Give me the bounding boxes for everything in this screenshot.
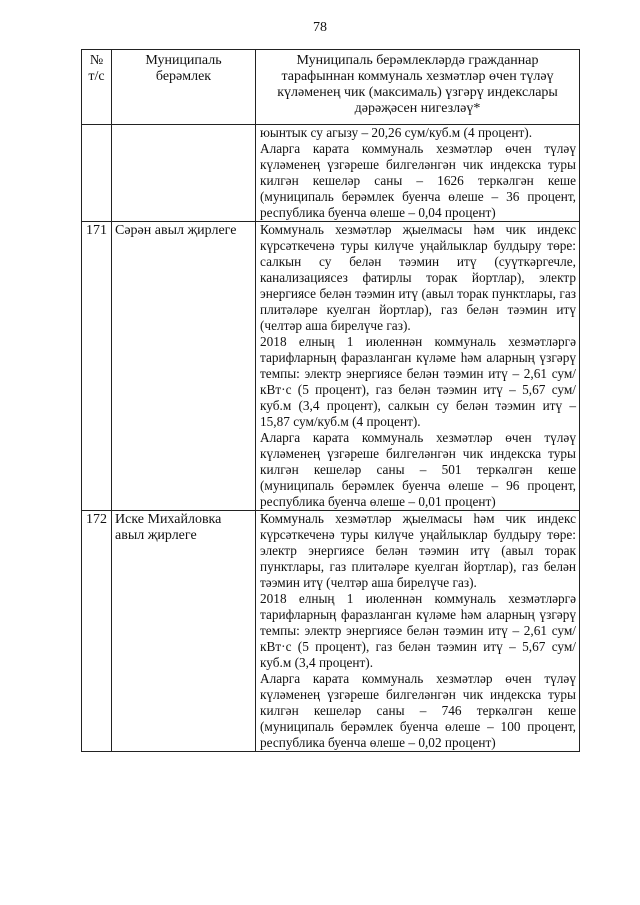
municipality-name: Сәрән авыл җирлеге xyxy=(112,222,256,511)
table-header-row xyxy=(82,50,580,125)
paragraph: 2018 елның 1 июленнән коммуналь хезмәтләргә тарифларның фаразланган күләме һәм аларның үзгәрү темпы: электр энергиясе белән тәэмин итү – 2,61 сум/кВт·с (5 процент), газ белән тәэмин итү – 5,67 сум/куб.м (3,4 процент). xyxy=(260,591,576,670)
paragraph: Коммуналь хезмәтләр җыелмасы һәм чик индекс күрсәткеченә туры килүче уңайлыклар булдыру төре: салкын су белән тәэмин итү (суүткәргечле, канализациясез фатирлы торак йортлар), электр энергиясе белән тәэмин итү (авыл торак пунктлары, газ плитәләре куелган йортлар), газ белән тәэмин итү (челтәр аша бирелүче газ). xyxy=(260,222,576,333)
row-description xyxy=(256,511,580,752)
header-municipality: Муниципаль берәмлек xyxy=(112,50,256,125)
row-number: 172 xyxy=(82,511,112,752)
header-description: Муниципаль берәмлекләрдә гражданнар тарафыннан коммуналь хезмәтләр өчен түләү күләменең чик (максималь) үзгәрү индекслары дәрәҗәсен нигезләү* xyxy=(256,50,580,125)
table-row xyxy=(82,222,580,511)
paragraph: юынтык су агызу – 20,26 сум/куб.м (4 процент). xyxy=(260,125,533,140)
continuation-row xyxy=(82,125,580,222)
row-description xyxy=(256,222,580,511)
header-num: № т/с xyxy=(82,50,112,125)
paragraph: Аларга карата коммуналь хезмәтләр өчен түләү күләменең үзгәреше билгеләнгән чик индекска туры килгән кешеләр саны – 746 теркәлгән кеше (муниципаль берәмлек буенча өлеше – 100 процент, республика буенча өлеше – 0,02 процент) xyxy=(260,671,576,750)
continuation-text xyxy=(256,125,580,222)
paragraph: Аларга карата коммуналь хезмәтләр өчен түләү күләменең үзгәреше билгеләнгән чик индекска туры килгән кешеләр саны – 1626 теркәлгән кеше (муниципаль берәмлек буенча өлеше – 36 процент, республика буенча өлеше – 0,04 процент) xyxy=(260,141,576,220)
paragraph: Аларга карата коммуналь хезмәтләр өчен түләү күләменең үзгәреше билгеләнгән чик индекска туры килгән кешеләр саны – 501 теркәлгән кеше (муниципаль берәмлек буенча өлеше – 96 процент, республика буенча өлеше – 0,01 процент) xyxy=(260,430,576,509)
paragraph: Коммуналь хезмәтләр җыелмасы һәм чик индекс күрсәткеченә туры килүче уңайлыклар булдыру төре: электр энергиясе белән тәэмин итү (авыл торак пунктлары, газ плитәләре куелган йортлар), газ белән тәэмин итү (челтәр аша бирелүче газ). xyxy=(260,511,576,590)
row-number: 171 xyxy=(82,222,112,511)
municipal-table xyxy=(81,49,580,752)
page-number: 78 xyxy=(313,20,327,35)
table-row xyxy=(82,511,580,752)
paragraph: 2018 елның 1 июленнән коммуналь хезмәтләргә тарифларның фаразланган күләме һәм аларның үзгәрү темпы: электр энергиясе белән тәэмин итү – 2,61 сум/кВт·с (5 процент), газ белән тәэмин итү – 5,67 сум/куб.м (3,4 процент), салкын су белән тәэмин итү – 15,87 сум/куб.м (4 процент). xyxy=(260,334,576,429)
municipality-name: Иске Михайловка авыл җирлеге xyxy=(112,511,256,752)
